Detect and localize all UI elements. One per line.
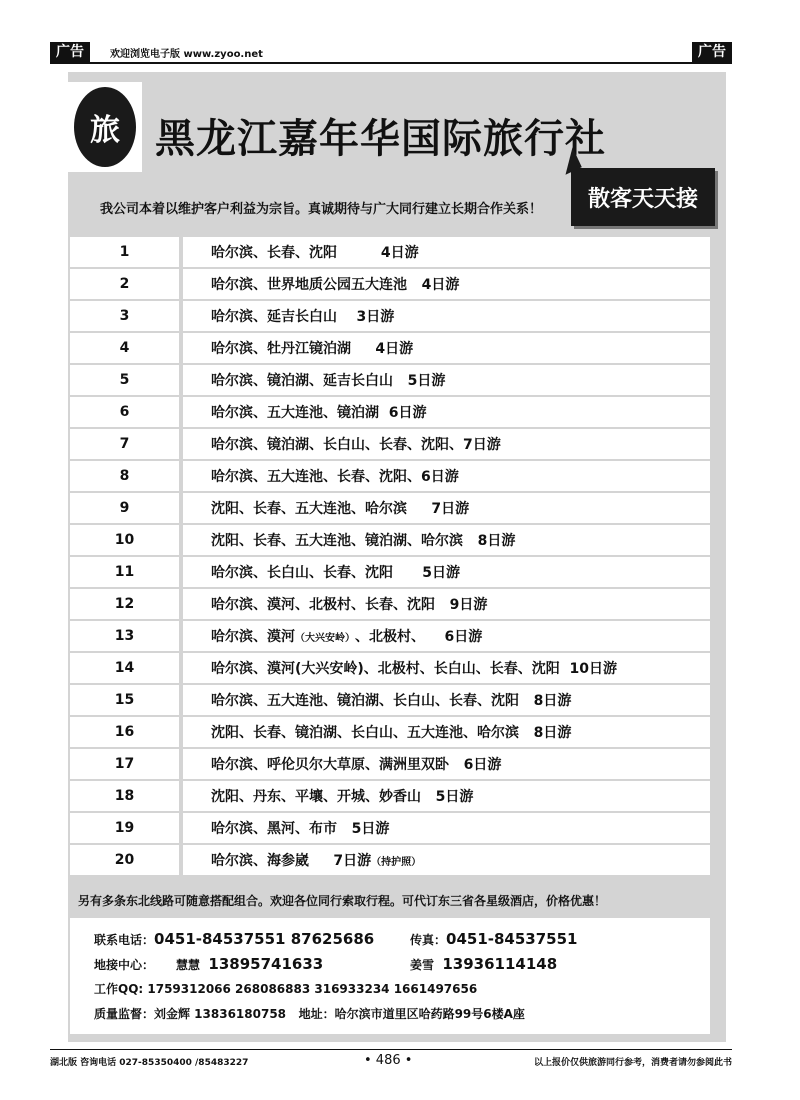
contact-row-ground — [94, 955, 710, 980]
route-number: 2 — [70, 269, 179, 299]
page-number: • 486 • — [364, 1053, 413, 1068]
table-row — [70, 845, 710, 875]
route-text: 哈尔滨、镜泊湖、延吉长白山 5日游 — [183, 365, 710, 395]
supervisor: 质量监督：刘金辉 13836180758 — [94, 1007, 287, 1021]
route-text-part: 、北极村、 6日游 — [355, 629, 483, 645]
ground-label: 地接中心： — [94, 958, 155, 972]
bottom-divider — [50, 1049, 732, 1050]
fax-group — [410, 930, 578, 948]
phone-value: 0451-84537551 87625686 — [154, 930, 375, 948]
table-row — [70, 621, 710, 651]
table-row — [70, 557, 710, 587]
contact-row-phone — [94, 930, 710, 955]
route-text-part: 哈尔滨、漠河 — [211, 629, 295, 645]
table-row — [70, 749, 710, 779]
seal-icon: 旅 — [74, 87, 136, 167]
route-text-part: 哈尔滨、海参崴 7日游 — [211, 853, 372, 869]
table-row — [70, 653, 710, 683]
route-text: 哈尔滨、五大连池、镜泊湖 6日游 — [183, 397, 710, 427]
route-number: 18 — [70, 781, 179, 811]
route-text: 哈尔滨、镜泊湖、长白山、长春、沈阳、7日游 — [183, 429, 710, 459]
agency-name: 黑龙江嘉年华国际旅行社 — [155, 116, 606, 162]
table-row — [70, 525, 710, 555]
contact-row-supervisor — [94, 1005, 710, 1030]
route-number: 16 — [70, 717, 179, 747]
route-text: 哈尔滨、世界地质公园五大连池 4日游 — [183, 269, 710, 299]
table-row — [70, 429, 710, 459]
route-number: 11 — [70, 557, 179, 587]
route-text: 哈尔滨、牡丹江镜泊湖 4日游 — [183, 333, 710, 363]
route-number: 15 — [70, 685, 179, 715]
route-number: 13 — [70, 621, 179, 651]
top-divider — [50, 62, 732, 64]
table-row — [70, 301, 710, 331]
route-number: 3 — [70, 301, 179, 331]
table-row — [70, 813, 710, 843]
route-text: 哈尔滨、长春、沈阳 4日游 — [183, 237, 710, 267]
route-number: 14 — [70, 653, 179, 683]
route-note: （大兴安岭） — [295, 632, 355, 644]
ad-tag-right: 广告 — [692, 42, 732, 62]
table-row — [70, 237, 710, 267]
route-text: 哈尔滨、延吉长白山 3日游 — [183, 301, 710, 331]
table-row — [70, 589, 710, 619]
route-text: 哈尔滨、黑河、布市 5日游 — [183, 813, 710, 843]
welcome-text: 欢迎浏览电子版 www.zyoo.net — [110, 49, 263, 60]
route-number: 6 — [70, 397, 179, 427]
route-text — [183, 621, 710, 651]
route-number: 1 — [70, 237, 179, 267]
top-header — [50, 42, 732, 62]
ground-phone-2: 13936114148 — [442, 955, 558, 973]
table-row — [70, 397, 710, 427]
table-row — [70, 333, 710, 363]
contact-box — [70, 918, 710, 1034]
table-row — [70, 781, 710, 811]
page-footer — [50, 1055, 732, 1071]
table-row — [70, 461, 710, 491]
ground-phone-1: 13895741633 — [208, 955, 324, 973]
qq-numbers: 工作QQ: 1759312066 268086883 316933234 1661497656 — [94, 982, 478, 996]
route-number: 5 — [70, 365, 179, 395]
fax-value: 0451-84537551 — [446, 930, 578, 948]
ground-name-1: 慧慧 — [176, 958, 201, 972]
intro-text: 我公司本着以维护客户利益为宗旨。真诚期待与广大同行建立长期合作关系！ — [100, 202, 543, 217]
route-text: 沈阳、长春、五大连池、镜泊湖、哈尔滨 8日游 — [183, 525, 710, 555]
ad-tag-left: 广告 — [50, 42, 90, 62]
route-text: 沈阳、长春、镜泊湖、长白山、五大连池、哈尔滨 8日游 — [183, 717, 710, 747]
route-text — [183, 845, 710, 875]
promo-bubble: 散客天天接 — [571, 168, 715, 226]
phone-label: 联系电话： — [94, 933, 155, 947]
route-text: 哈尔滨、长白山、长春、沈阳 5日游 — [183, 557, 710, 587]
route-number: 10 — [70, 525, 179, 555]
extra-routes-note: 另有多条东北线路可随意搭配组合。欢迎各位同行索取行程。可代订东三省各星级酒店，价格优惠！ — [78, 894, 607, 908]
table-row — [70, 269, 710, 299]
routes-table — [70, 237, 710, 877]
route-number: 4 — [70, 333, 179, 363]
table-row — [70, 493, 710, 523]
route-text: 哈尔滨、五大连池、镜泊湖、长白山、长春、沈阳 8日游 — [183, 685, 710, 715]
route-text: 哈尔滨、漠河(大兴安岭)、北极村、长白山、长春、沈阳 10日游 — [183, 653, 710, 683]
table-row — [70, 685, 710, 715]
route-text: 沈阳、丹东、平壤、开城、妙香山 5日游 — [183, 781, 710, 811]
route-number: 8 — [70, 461, 179, 491]
route-number: 7 — [70, 429, 179, 459]
route-text: 哈尔滨、漠河、北极村、长春、沈阳 9日游 — [183, 589, 710, 619]
footer-left: 湖北版 咨询电话 027-85350400 /85483227 — [50, 1058, 249, 1068]
footer-right: 以上报价仅供旅游同行参考，消费者请勿参阅此书 — [533, 1058, 732, 1068]
route-number: 12 — [70, 589, 179, 619]
route-text: 哈尔滨、呼伦贝尔大草原、满洲里双卧 6日游 — [183, 749, 710, 779]
route-text: 沈阳、长春、五大连池、哈尔滨 7日游 — [183, 493, 710, 523]
table-row — [70, 365, 710, 395]
agency-logo — [68, 82, 142, 172]
route-number: 17 — [70, 749, 179, 779]
address: 地址：哈尔滨市道里区哈药路99号6楼A座 — [298, 1007, 525, 1021]
ground-group-2 — [410, 955, 557, 973]
fax-label: 传真： — [410, 933, 447, 947]
ground-name-2: 姜雪 — [410, 958, 435, 972]
route-note: （持护照） — [371, 856, 422, 868]
table-row — [70, 717, 710, 747]
route-number: 19 — [70, 813, 179, 843]
route-number: 20 — [70, 845, 179, 875]
contact-row-qq — [94, 980, 710, 1005]
route-number: 9 — [70, 493, 179, 523]
route-text: 哈尔滨、五大连池、长春、沈阳、6日游 — [183, 461, 710, 491]
